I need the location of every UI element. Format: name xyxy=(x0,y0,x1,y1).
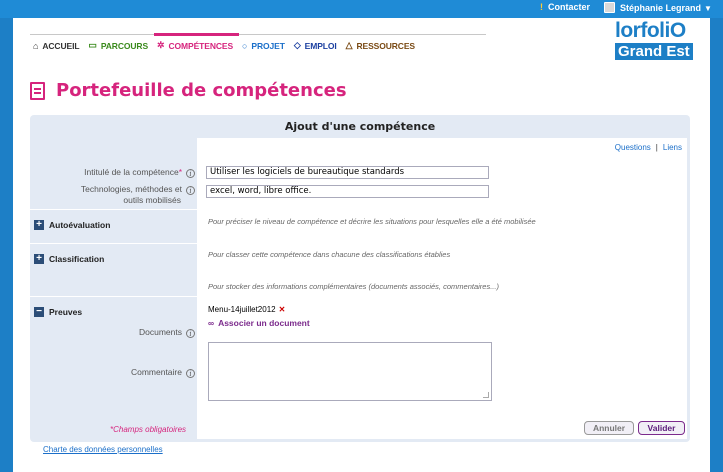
document-name[interactable]: Menu-14juillet2012 xyxy=(208,305,276,314)
expand-icon: + xyxy=(34,220,44,230)
info-icon[interactable]: i xyxy=(186,186,195,195)
nav-accueil[interactable] xyxy=(30,35,85,56)
remove-document-icon[interactable]: ✕ xyxy=(278,305,286,314)
circle-icon: ○ xyxy=(242,40,248,51)
section-label: Preuves xyxy=(49,307,83,317)
nav-label: RESSOURCES xyxy=(356,40,415,51)
page-title-text: Portefeuille de compétences xyxy=(56,80,347,101)
nav-label: EMPLOI xyxy=(304,40,337,51)
info-icon[interactable]: i xyxy=(186,369,195,378)
commentaire-textarea[interactable] xyxy=(208,342,492,401)
expand-icon: + xyxy=(34,254,44,264)
home-icon: ⌂ xyxy=(33,40,39,51)
associate-document-link[interactable] xyxy=(208,318,310,328)
document-item xyxy=(208,305,285,314)
technologies-label xyxy=(50,184,195,205)
privacy-charter-link[interactable]: Charte des données personnelles xyxy=(43,445,163,454)
user-menu[interactable] xyxy=(604,2,712,13)
technologies-label-line1: Technologies, méthodes et xyxy=(80,184,182,194)
required-fields-note: *Champs obligatoires xyxy=(110,425,187,434)
nav-ressources[interactable] xyxy=(343,35,421,56)
content-panel xyxy=(13,18,710,472)
classification-hint: Pour classer cette compétence dans chacune des classifications établies xyxy=(208,250,451,259)
intitule-input[interactable]: Utiliser les logiciels de bureautique standards xyxy=(206,166,489,179)
diamond-icon: ◇ xyxy=(293,40,301,50)
caret-down-icon: ▼ xyxy=(704,4,712,13)
nav-parcours[interactable] xyxy=(85,35,154,56)
documents-label-text: Documents xyxy=(139,327,182,337)
technologies-label-line2: outils mobilisés xyxy=(123,195,181,205)
submit-button[interactable]: Valider xyxy=(638,421,685,435)
required-mark: * xyxy=(178,167,182,177)
logo-line1: lorfoliO xyxy=(615,19,686,42)
nav-label: PROJET xyxy=(251,40,285,51)
documents-label xyxy=(50,327,195,338)
technologies-input[interactable]: excel, word, libre office. xyxy=(206,185,489,198)
main-nav xyxy=(30,34,486,56)
section-preuves[interactable] xyxy=(30,296,197,327)
liens-link[interactable]: Liens xyxy=(662,143,682,152)
top-bar xyxy=(0,0,723,18)
commentaire-label-text: Commentaire xyxy=(130,367,182,377)
user-name: Stéphanie Legrand xyxy=(620,3,702,13)
preuves-hint: Pour stocker des informations complémentaires (documents associés, commentaires...) xyxy=(208,282,499,291)
exclamation-icon: ! xyxy=(540,2,543,12)
collapse-icon: − xyxy=(34,307,44,317)
gear-icon: ✲ xyxy=(157,40,165,50)
link-icon: ∞ xyxy=(208,318,215,328)
logo-line2: Grand Est xyxy=(615,43,693,60)
page-title xyxy=(30,80,347,101)
link-separator: | xyxy=(655,143,658,152)
autoevaluation-hint: Pour préciser le niveau de compétence et décrire les situations pour lesquelles elle a été mobilisée xyxy=(208,217,536,226)
section-label: Classification xyxy=(49,254,105,264)
section-label: Autoévaluation xyxy=(49,220,111,230)
nav-label: PARCOURS xyxy=(100,40,149,51)
logo[interactable] xyxy=(615,20,697,64)
portfolio-icon xyxy=(30,82,45,100)
nav-projet[interactable] xyxy=(239,35,291,56)
info-icon[interactable]: i xyxy=(186,329,195,338)
section-autoevaluation[interactable] xyxy=(30,209,197,240)
help-links xyxy=(615,143,682,152)
parcours-icon: ▭ xyxy=(88,40,97,50)
intitule-label xyxy=(50,167,195,178)
section-classification[interactable] xyxy=(30,243,197,274)
triangle-icon: △ xyxy=(345,40,353,50)
intitule-label-text: Intitulé de la compétence xyxy=(84,167,179,177)
contact-label: Contacter xyxy=(548,2,591,12)
associate-label: Associer un document xyxy=(218,318,310,328)
form-content xyxy=(197,138,687,439)
nav-competences[interactable] xyxy=(154,35,239,56)
cancel-button[interactable]: Annuler xyxy=(584,421,634,435)
contact-link[interactable] xyxy=(540,2,590,12)
nav-label: ACCUEIL xyxy=(42,40,80,51)
nav-label: COMPÉTENCES xyxy=(168,40,234,51)
form-header: Ajout d'une compétence xyxy=(284,120,436,133)
commentaire-label xyxy=(50,367,195,378)
avatar xyxy=(604,2,615,13)
nav-emploi[interactable] xyxy=(291,35,343,56)
questions-link[interactable]: Questions xyxy=(614,143,651,152)
form-box xyxy=(30,115,690,442)
info-icon[interactable]: i xyxy=(186,169,195,178)
